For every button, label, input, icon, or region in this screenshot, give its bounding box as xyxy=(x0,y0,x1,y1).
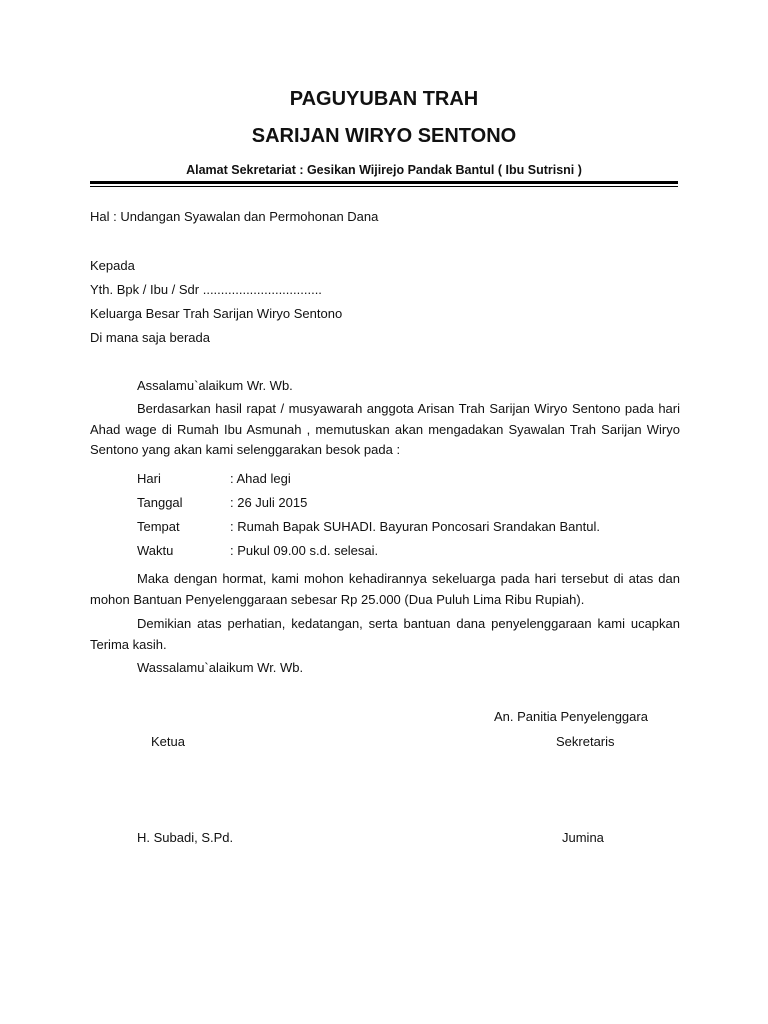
detail-value-place: : Rumah Bapak SUHADI. Bayuran Poncosari Srandakan Bantul. xyxy=(230,519,600,534)
detail-label-day: Hari xyxy=(137,471,161,486)
letter-subject: Hal : Undangan Syawalan dan Permohonan Dana xyxy=(90,209,379,224)
detail-label-place: Tempat xyxy=(137,519,180,534)
letterhead-divider-thick xyxy=(90,181,678,184)
secretariat-address: Alamat Sekretariat : Gesikan Wijirejo Pandak Bantul ( Ibu Sutrisni ) xyxy=(186,163,582,177)
detail-value-day: : Ahad legi xyxy=(230,471,291,486)
detail-label-date: Tanggal xyxy=(137,495,183,510)
body-paragraph-1: Berdasarkan hasil rapat / musyawarah anggota Arisan Trah Sarijan Wiryo Sentono pada hari Ahad wage di Rumah Ibu Asmunah , memutuskan akan mengadakan Syawalan Trah Sarijan Wiryo Sentono yang akan kami selenggarakan besok pada : xyxy=(90,401,680,457)
detail-label-time: Waktu xyxy=(137,543,174,558)
recipient-name: Yth. Bpk / Ibu / Sdr ................................. xyxy=(90,282,322,297)
org-name-line1: PAGUYUBAN TRAH xyxy=(289,88,479,110)
secretary-name: Jumina xyxy=(562,830,604,845)
letterhead-divider-thin xyxy=(90,186,678,187)
secretary-title: Sekretaris xyxy=(556,734,615,749)
body-paragraph-2: Maka dengan hormat, kami mohon kehadirannya sekeluarga pada hari tersebut di atas dan mohon Bantuan Penyelenggaraan sebesar Rp 25.000 (Dua Puluh Lima Ribu Rupiah). xyxy=(90,571,680,607)
recipient-location: Di mana saja berada xyxy=(90,330,210,345)
committee-label: An. Panitia Penyelenggara xyxy=(494,709,648,724)
recipient-family: Keluarga Besar Trah Sarijan Wiryo Sentono xyxy=(90,306,343,321)
org-name-line2: SARIJAN WIRYO SENTONO xyxy=(251,125,517,147)
detail-value-time: : Pukul 09.00 s.d. selesai. xyxy=(230,543,379,558)
closing-greeting: Wassalamu`alaikum Wr. Wb. xyxy=(137,660,304,675)
chair-name: H. Subadi, S.Pd. xyxy=(137,830,234,845)
detail-value-date: : 26 Juli 2015 xyxy=(230,495,308,510)
chair-title: Ketua xyxy=(151,734,185,749)
opening-greeting: Assalamu`alaikum Wr. Wb. xyxy=(137,378,293,393)
body-paragraph-3: Demikian atas perhatian, kedatangan, serta bantuan dana penyelenggaraan kami ucapkan Terima kasih. xyxy=(90,616,680,652)
recipient-to: Kepada xyxy=(90,258,135,273)
